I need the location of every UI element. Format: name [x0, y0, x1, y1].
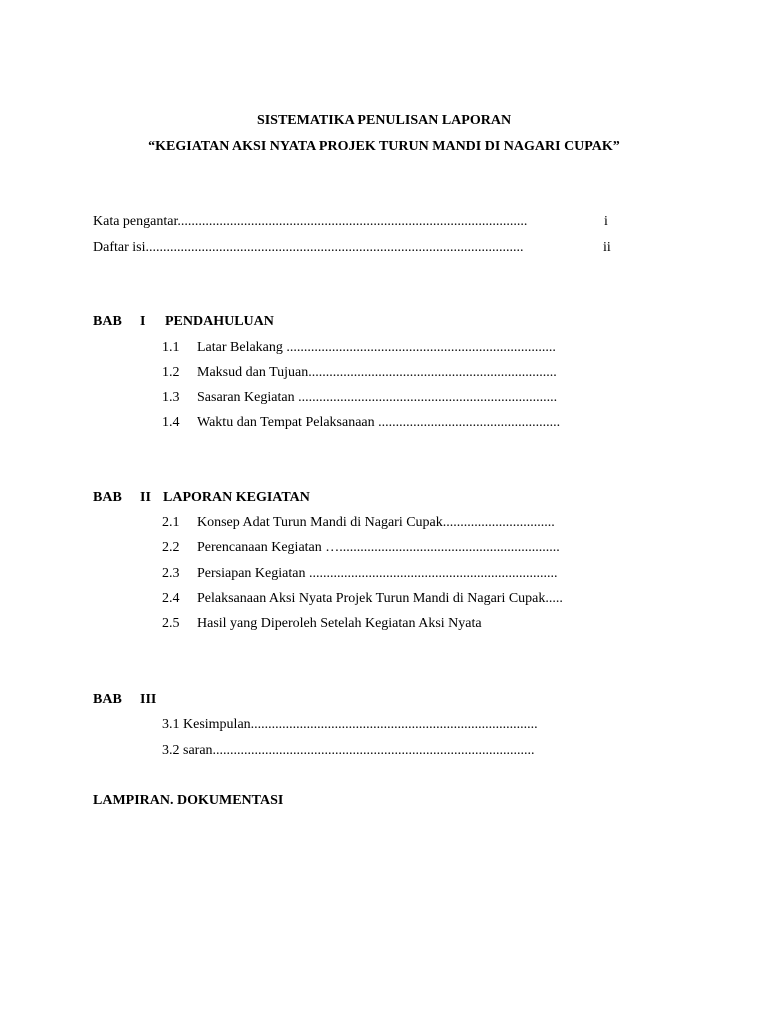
chapter-3-number: III [140, 692, 157, 707]
toc-entry-dots: ............................................................................................................ [145, 240, 524, 255]
toc-item-number: 1.2 [162, 365, 180, 380]
toc-item-text: Waktu dan Tempat Pelaksanaan .................................................... [197, 415, 561, 430]
toc-item-text: Hasil yang Diperoleh Setelah Kegiatan Aksi Nyata [197, 616, 482, 631]
document-subtitle: “KEGIATAN AKSI NYATA PROJEK TURUN MANDI DI NAGARI CUPAK” [148, 139, 620, 154]
toc-item-text: Latar Belakang ............................................................................. [197, 340, 556, 355]
toc-entry-dots: .................................................................................................... [177, 214, 528, 229]
toc-item-number: 2.3 [162, 566, 180, 581]
chapter-1-number: I [140, 314, 146, 329]
chapter-2-number: II [140, 490, 151, 505]
toc-entry-label: Kata pengantar [93, 214, 178, 229]
document-title: SISTEMATIKA PENULISAN LAPORAN [256, 113, 512, 128]
toc-item-number: 1.4 [162, 415, 180, 430]
toc-entry-kata-pengantar [93, 215, 527, 229]
toc-item-text: 3.1 Kesimpulan.................................................................................. [162, 717, 538, 732]
toc-item-number: 2.2 [162, 540, 180, 555]
chapter-1-bab-label: BAB [93, 314, 122, 329]
toc-entry-page: ii [603, 240, 611, 255]
toc-item-text: Konsep Adat Turun Mandi di Nagari Cupak................................ [197, 515, 555, 530]
toc-item-number: 1.3 [162, 390, 180, 405]
chapter-2-bab-label: BAB [93, 490, 122, 505]
toc-entry-page: i [604, 214, 608, 229]
toc-entry-label: Daftar isi [93, 240, 146, 255]
toc-item-text: Maksud dan Tujuan....................................................................... [197, 365, 557, 380]
toc-item-number: 2.4 [162, 591, 180, 606]
toc-item-number: 1.1 [162, 340, 180, 355]
chapter-3-bab-label: BAB [93, 692, 122, 707]
lampiran-heading: LAMPIRAN. DOKUMENTASI [93, 793, 284, 808]
chapter-2-title: LAPORAN KEGIATAN [163, 490, 310, 505]
toc-entry-daftar-isi [93, 241, 523, 255]
toc-item-text: Pelaksanaan Aksi Nyata Projek Turun Mandi di Nagari Cupak..... [197, 591, 563, 606]
toc-item-number: 2.1 [162, 515, 180, 530]
toc-item-text: 3.2 saran............................................................................................ [162, 743, 535, 758]
toc-item-text: Sasaran Kegiatan .......................................................................... [197, 390, 558, 405]
chapter-1-title: PENDAHULUAN [165, 314, 274, 329]
toc-item-text: Persiapan Kegiatan ....................................................................... [197, 566, 558, 581]
toc-item-number: 2.5 [162, 616, 180, 631]
toc-item-text: Perencanaan Kegiatan …............................................................... [197, 540, 560, 555]
